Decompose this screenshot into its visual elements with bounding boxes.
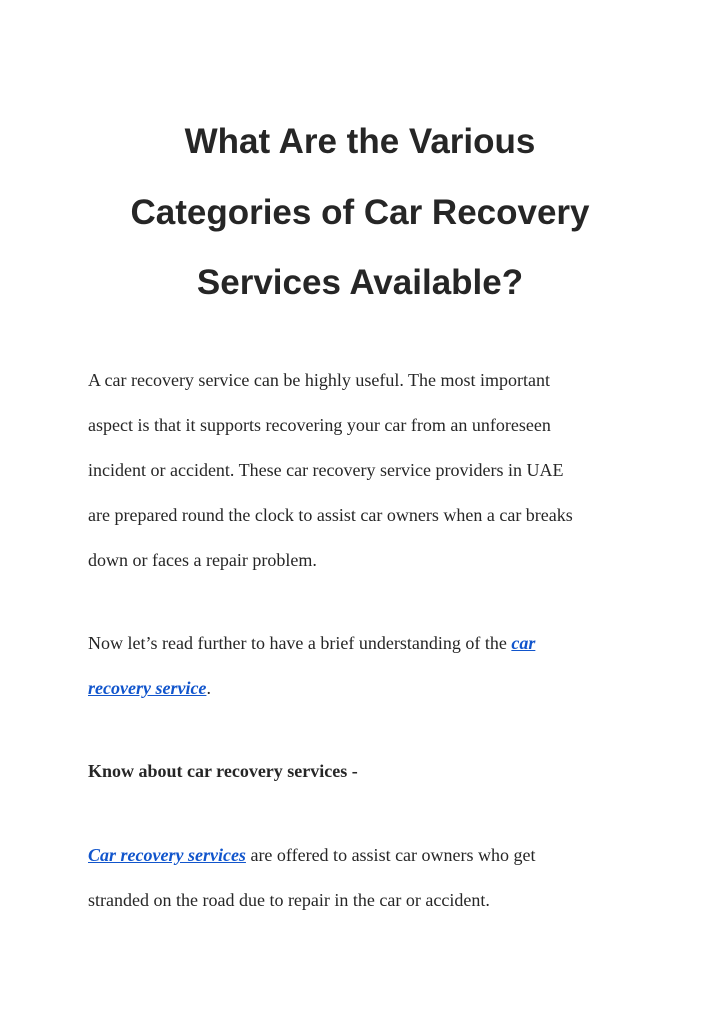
paragraph-3-line-2: stranded on the road due to repair in the car or accident. (88, 890, 490, 910)
paragraph-1-line-2: aspect is that it supports recovering your car from an unforeseen (88, 415, 551, 435)
paragraph-2-line-2 (88, 676, 688, 700)
paragraph-1-line-5: down or faces a repair problem. (88, 550, 317, 570)
car-recovery-service-link-continued[interactable]: recovery service (88, 678, 207, 698)
page-title-line-1: What Are the Various (184, 122, 536, 161)
paragraph-1-line-3: incident or accident. These car recovery service providers in UAE (88, 460, 564, 480)
paragraph-1-line-4: are prepared round the clock to assist car owners when a car breaks (88, 505, 573, 525)
paragraph-2-text: Now let’s read further to have a brief understanding of the (88, 633, 512, 653)
paragraph-2-period: . (206, 678, 211, 698)
paragraph-1-line-1: A car recovery service can be highly useful. The most important (88, 370, 551, 390)
car-recovery-service-link[interactable]: car (511, 633, 536, 653)
section-subheading: Know about car recovery services - (88, 761, 358, 781)
page-title-line-3: Services Available? (196, 263, 524, 302)
page-title-line-2: Categories of Car Recovery (130, 193, 590, 232)
car-recovery-services-link[interactable]: Car recovery services (88, 845, 246, 865)
paragraph-3-line-1 (88, 843, 688, 867)
paragraph-3-text: are offered to assist car owners who get (245, 845, 536, 865)
paragraph-2-line-1 (88, 631, 688, 655)
